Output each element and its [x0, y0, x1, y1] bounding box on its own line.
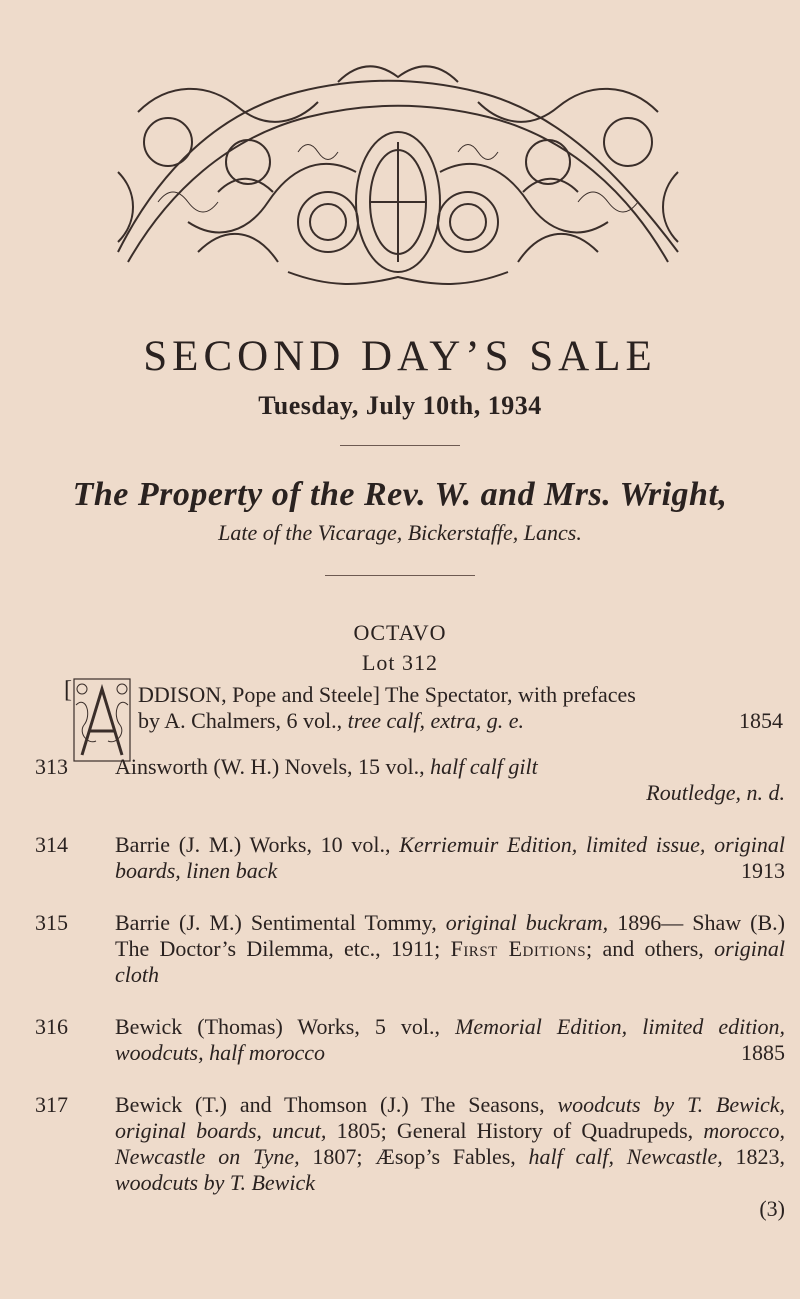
- lot-number: 315: [35, 910, 68, 935]
- lot-text: 1807; Æsop’s Fables,: [299, 1144, 529, 1169]
- lot-binding: original cloth: [115, 936, 785, 987]
- lot-year: 1913: [741, 858, 785, 883]
- lot-description: [115, 832, 785, 884]
- lot-text: Barrie (J. M.) Sentimental Tommy,: [115, 910, 446, 935]
- lot-text: Bewick (T.) and Thomson (J.) The Seasons,: [115, 1092, 558, 1117]
- lot-312-desc: by A. Chalmers, 6 vol.,: [138, 708, 348, 733]
- lot-312: [63, 682, 783, 734]
- lot-binding: woodcuts by T. Bewick, original boards, uncut,: [115, 1092, 785, 1143]
- lot-312-line1: DDISON, Pope and Steele] The Spectator, with prefaces: [138, 682, 636, 707]
- lot-binding: half calf gilt: [430, 754, 538, 779]
- divider-rule: [340, 445, 460, 446]
- lot-description: [115, 754, 785, 806]
- svg-text:[: [: [64, 677, 72, 703]
- lot-number: 316: [35, 1014, 68, 1039]
- lot-binding: original buckram,: [445, 910, 609, 935]
- lot-316: [35, 1014, 785, 1066]
- lot-binding: half calf, Newcastle,: [528, 1144, 723, 1169]
- lot-binding: morocco, Newcastle on Tyne,: [115, 1118, 785, 1169]
- lot-text: 1896— Shaw (B.) The Doctor’s Dilemma, etc., 1911;: [115, 910, 785, 961]
- lot-heading: Lot 312: [361, 650, 439, 675]
- lot-number: 317: [35, 1092, 68, 1117]
- section-format: OCTAVO: [353, 620, 447, 645]
- lot-binding: Kerriemuir Edition, limited issue, original boards, linen back: [115, 832, 785, 883]
- lot-315: [35, 910, 785, 988]
- lot-number: 314: [35, 832, 68, 857]
- sale-title: SECOND DAY’S SALE: [143, 333, 657, 380]
- lot-number: 313: [35, 754, 68, 779]
- property-subtitle: Late of the Vicarage, Bickerstaffe, Lancs.: [218, 520, 582, 545]
- lot-317: [35, 1092, 785, 1222]
- lot-description: [115, 1014, 785, 1066]
- lot-text: Ainsworth (W. H.) Novels, 15 vol.,: [115, 754, 431, 779]
- floral-ornament-icon: [98, 52, 698, 292]
- lot-description: [115, 1092, 785, 1222]
- lot-text: 1805; General History of Quadrupeds,: [326, 1118, 704, 1143]
- lot-312-year: 1854: [739, 708, 783, 733]
- lot-description: [115, 910, 785, 988]
- lot-binding: woodcuts by T. Bewick: [115, 1170, 315, 1195]
- sale-date: Tuesday, July 10th, 1934: [258, 391, 542, 420]
- lot-312-line2: [63, 708, 783, 734]
- property-title: The Property of the Rev. W. and Mrs. Wright,: [72, 476, 728, 513]
- lot-text: Bewick (Thomas) Works, 5 vol.,: [115, 1014, 456, 1039]
- lot-binding: Memorial Edition, limited edition, woodcuts, half morocco: [115, 1014, 785, 1065]
- lot-312-binding: tree calf, extra, g. e.: [347, 708, 524, 733]
- lot-year: 1885: [741, 1040, 785, 1065]
- lot-313: [35, 754, 785, 806]
- lot-edition: First Editions: [450, 936, 587, 961]
- lot-text: 1823,: [722, 1144, 786, 1169]
- lot-314: [35, 832, 785, 884]
- lot-publisher: Routledge, n. d.: [646, 780, 785, 805]
- lot-text: ; and others,: [586, 936, 715, 961]
- lot-volume-count: (3): [759, 1196, 785, 1221]
- divider-rule: [325, 575, 475, 576]
- lot-text: Barrie (J. M.) Works, 10 vol.,: [115, 832, 400, 857]
